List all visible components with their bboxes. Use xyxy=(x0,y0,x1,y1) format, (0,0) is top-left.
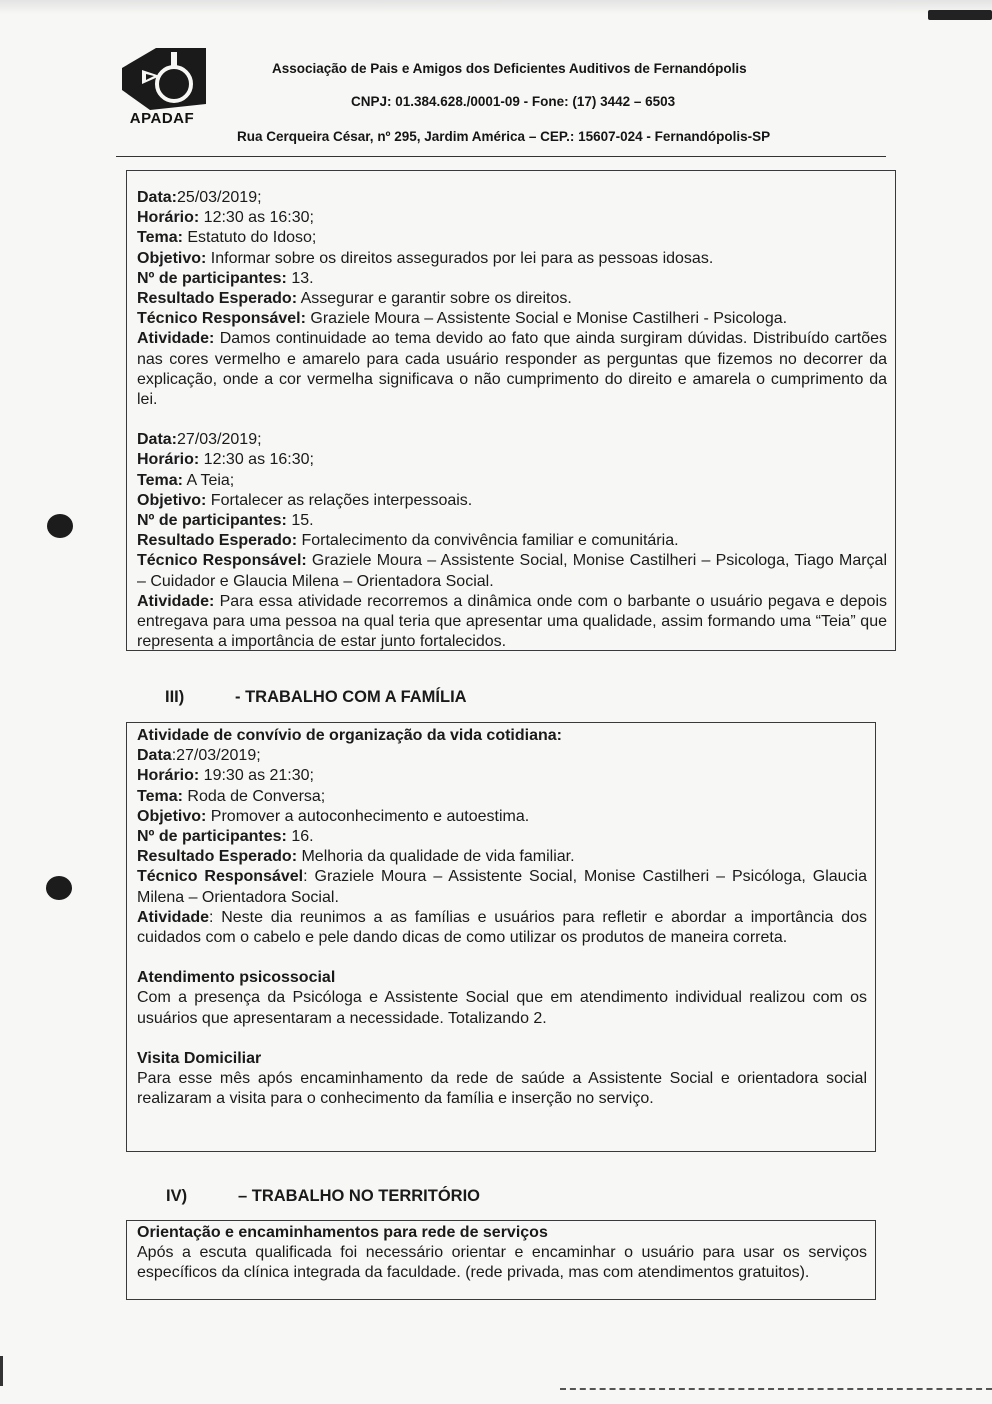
family-activity: Atividade: Neste dia reunimos a as famílias e usuários para refletir e abordar a importância dos cuidados com o cabelo e pele dando dicas de como utilizar os produtos de maneira correta. xyxy=(137,908,867,947)
entry-1-participants: Nº de participantes: 13. xyxy=(137,269,314,287)
entry-2-objective: Objetivo: Fortalecer as relações interpessoais. xyxy=(137,491,473,509)
territory-work-box xyxy=(126,1220,876,1300)
entry-1-time: Horário: 12:30 as 16:30; xyxy=(137,209,314,227)
section-3-heading xyxy=(165,688,467,707)
territory-activity-title: Orientação e encaminhamentos para rede de serviços xyxy=(137,1224,548,1241)
entry-2-theme: Tema: A Teia; xyxy=(137,471,235,489)
entry-1-activity: Atividade: Damos continuidade ao tema devido ao fato que ainda surgiram dúvidas. Distribuído cartões nas cores vermelho e amarelo para cada usuário responder as perguntas que fizemos no decorrer da explicação, onde a cor vermelha significava o não cumprimento do direito e amarela o cumprimento da lei. xyxy=(137,330,887,409)
section-3-title: - TRABALHO COM A FAMÍLIA xyxy=(235,688,467,706)
scan-top-edge xyxy=(0,0,992,14)
section-4-title: – TRABALHO NO TERRITÓRIO xyxy=(238,1187,480,1205)
apadaf-logo xyxy=(112,44,212,130)
cnpj-phone: CNPJ: 01.384.628./0001-09 - Fone: (17) 3442 – 6503 xyxy=(351,94,676,109)
organization-name: Associação de Pais e Amigos dos Deficientes Auditivos de Fernandópolis xyxy=(272,61,747,76)
entry-1-objective: Objetivo: Informar sobre os direitos assegurados por lei para as pessoas idosas. xyxy=(137,249,714,267)
psicossocial-title: Atendimento psicossocial xyxy=(137,969,336,987)
scan-bottom-edge xyxy=(560,1388,992,1392)
family-time: Horário: 19:30 as 21:30; xyxy=(137,767,314,785)
entry-2-expected-result: Resultado Esperado: Fortalecimento da convivência familiar e comunitária. xyxy=(137,532,679,550)
section-4-number: IV) xyxy=(166,1187,188,1205)
territory-text: Após a escuta qualificada foi necessário orientar e encaminhar o usuário para usar os serviços específicos da clínica integrada da faculdade. (rede privada, mas com atendimentos gratuitos). xyxy=(137,1244,867,1282)
family-objective: Objetivo: Promover a autoconhecimento e autoestima. xyxy=(137,807,530,825)
family-date: Data:27/03/2019; xyxy=(137,747,261,765)
family-technician: Técnico Responsável: Graziele Moura – Assistente Social, Monise Castilheri – Psicóloga, Glaucia Milena – Orientadora Social. xyxy=(137,868,867,906)
logo-emblem-icon xyxy=(116,46,208,112)
visita-title: Visita Domiciliar xyxy=(137,1049,262,1067)
entry-1-expected-result: Resultado Esperado: Assegurar e garantir sobre os direitos. xyxy=(137,290,572,308)
psicossocial-text: Com a presença da Psicóloga e Assistente Social que em atendimento individual realizou com os usuários que apresentaram a necessidade. Totalizando 2. xyxy=(137,989,867,1027)
entry-1-theme: Tema: Estatuto do Idoso; xyxy=(137,229,317,247)
scan-corner-mark xyxy=(928,10,992,20)
family-activity-title: Atividade de convívio de organização da vida cotidiana: xyxy=(137,727,562,744)
entry-1-technician: Técnico Responsável: Graziele Moura – Assistente Social e Monise Castilheri - Psicologa. xyxy=(137,310,788,328)
family-theme: Tema: Roda de Conversa; xyxy=(137,787,326,805)
family-participants: Nº de participantes: 16. xyxy=(137,828,314,846)
logo-text: APADAF xyxy=(129,110,195,127)
scan-left-mark xyxy=(0,1356,3,1386)
section-4-heading xyxy=(166,1187,480,1206)
family-expected-result: Resultado Esperado: Melhoria da qualidade de vida familiar. xyxy=(137,848,575,866)
entry-2-activity: Atividade: Para essa atividade recorremos a dinâmica onde com o barbante o usuário pegava e depois entregava para uma pessoa na qual teria que apresentar uma qualidade, assim formando uma “Teia” que representa a importância de estar junto fortalecidos. xyxy=(137,592,887,651)
entry-2-technician: Técnico Responsável: Graziele Moura – Assistente Social, Monise Castilheri – Psicologa, Tiago Marçal – Cuidador e Glaucia Milena – Orientadora Social. xyxy=(137,552,887,590)
entry-2-time: Horário: 12:30 as 16:30; xyxy=(137,451,314,469)
section-3-number: III) xyxy=(165,688,185,706)
family-work-box xyxy=(126,722,876,1152)
entry-2-date: Data:27/03/2019; xyxy=(137,431,262,449)
visita-text: Para esse mês após encaminhamento da rede de saúde a Assistente Social e orientadora social realizaram a visita para o conhecimento da família e inserção no serviço. xyxy=(137,1070,867,1108)
entry-2-participants: Nº de participantes: 15. xyxy=(137,512,314,530)
activities-box xyxy=(126,170,896,651)
entry-1-date: Data:25/03/2019; xyxy=(137,189,262,206)
header-rule xyxy=(116,156,886,157)
punch-hole xyxy=(47,514,73,538)
organization-address: Rua Cerqueira César, nº 295, Jardim América – CEP.: 15607-024 - Fernandópolis-SP xyxy=(237,129,771,144)
punch-hole xyxy=(46,876,72,900)
